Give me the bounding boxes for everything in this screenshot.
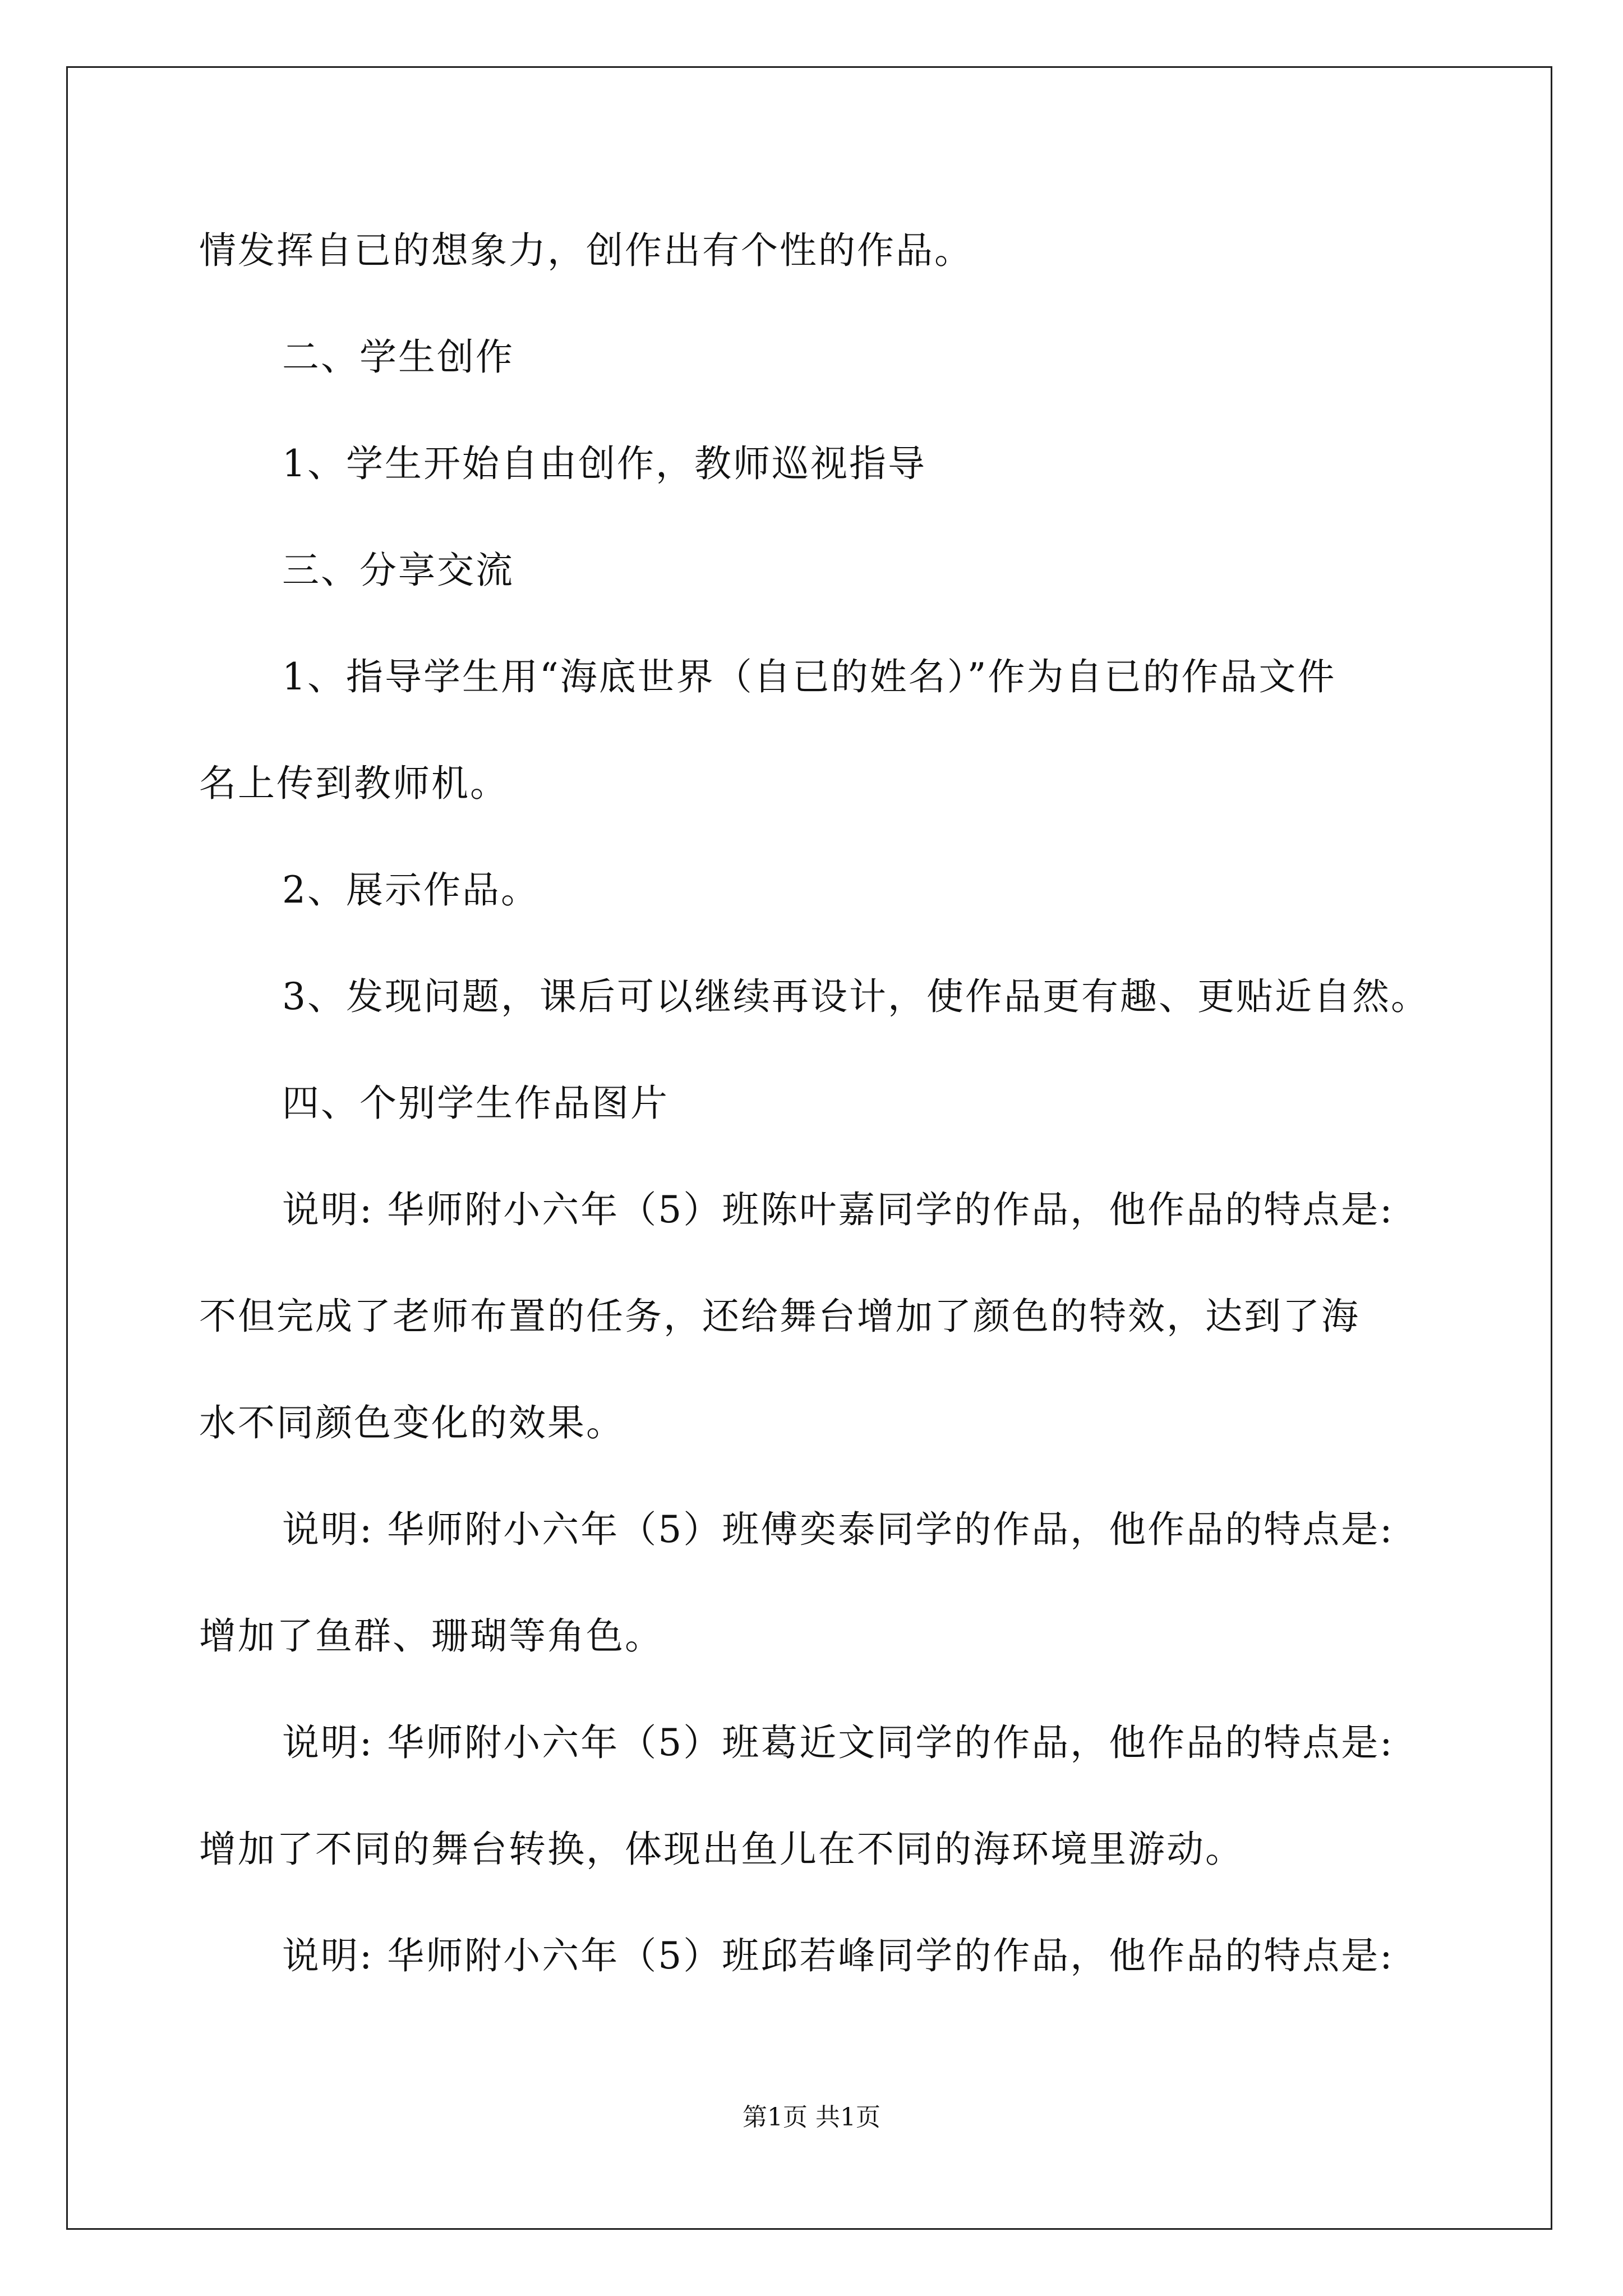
section-heading: 二、学生创作 bbox=[282, 335, 514, 379]
page-footer: 第1页 共1页 bbox=[743, 2103, 880, 2132]
section-heading: 四、个别学生作品图片 bbox=[282, 1082, 669, 1125]
paragraph-line: 2、展示作品。 bbox=[282, 868, 540, 912]
paragraph-line: 水不同颜色变化的效果。 bbox=[199, 1401, 625, 1444]
paragraph-line: 1、学生开始自由创作，教师巡视指导 bbox=[282, 442, 926, 485]
paragraph-line: 情发挥自已的想象力，创作出有个性的作品。 bbox=[199, 229, 973, 272]
paragraph-line: 说明: 华师附小六年（5）班邱若峰同学的作品，他作品的特点是: bbox=[282, 1934, 1394, 1977]
paragraph-line: 说明: 华师附小六年（5）班傅奕泰同学的作品，他作品的特点是: bbox=[282, 1508, 1394, 1551]
paragraph-line: 1、指导学生用“海底世界（自已的姓名）”作为自已的作品文件 bbox=[282, 655, 1336, 698]
section-heading: 三、分享交流 bbox=[282, 549, 514, 592]
paragraph-line: 不但完成了老师布置的任务，还给舞台增加了颜色的特效，达到了海 bbox=[199, 1295, 1360, 1338]
paragraph-line: 增加了鱼群、珊瑚等角色。 bbox=[199, 1614, 663, 1658]
page-border bbox=[66, 66, 1552, 2230]
paragraph-line: 说明: 华师附小六年（5）班陈叶嘉同学的作品，他作品的特点是: bbox=[282, 1188, 1394, 1231]
paragraph-line: 3、发现问题，课后可以继续再设计，使作品更有趣、更贴近自然。 bbox=[282, 975, 1430, 1018]
paragraph-line: 增加了不同的舞台转换，体现出鱼儿在不同的海环境里游动。 bbox=[199, 1828, 1244, 1871]
paragraph-line: 名上传到教师机。 bbox=[199, 762, 509, 805]
paragraph-line: 说明: 华师附小六年（5）班葛近文同学的作品，他作品的特点是: bbox=[282, 1721, 1394, 1764]
